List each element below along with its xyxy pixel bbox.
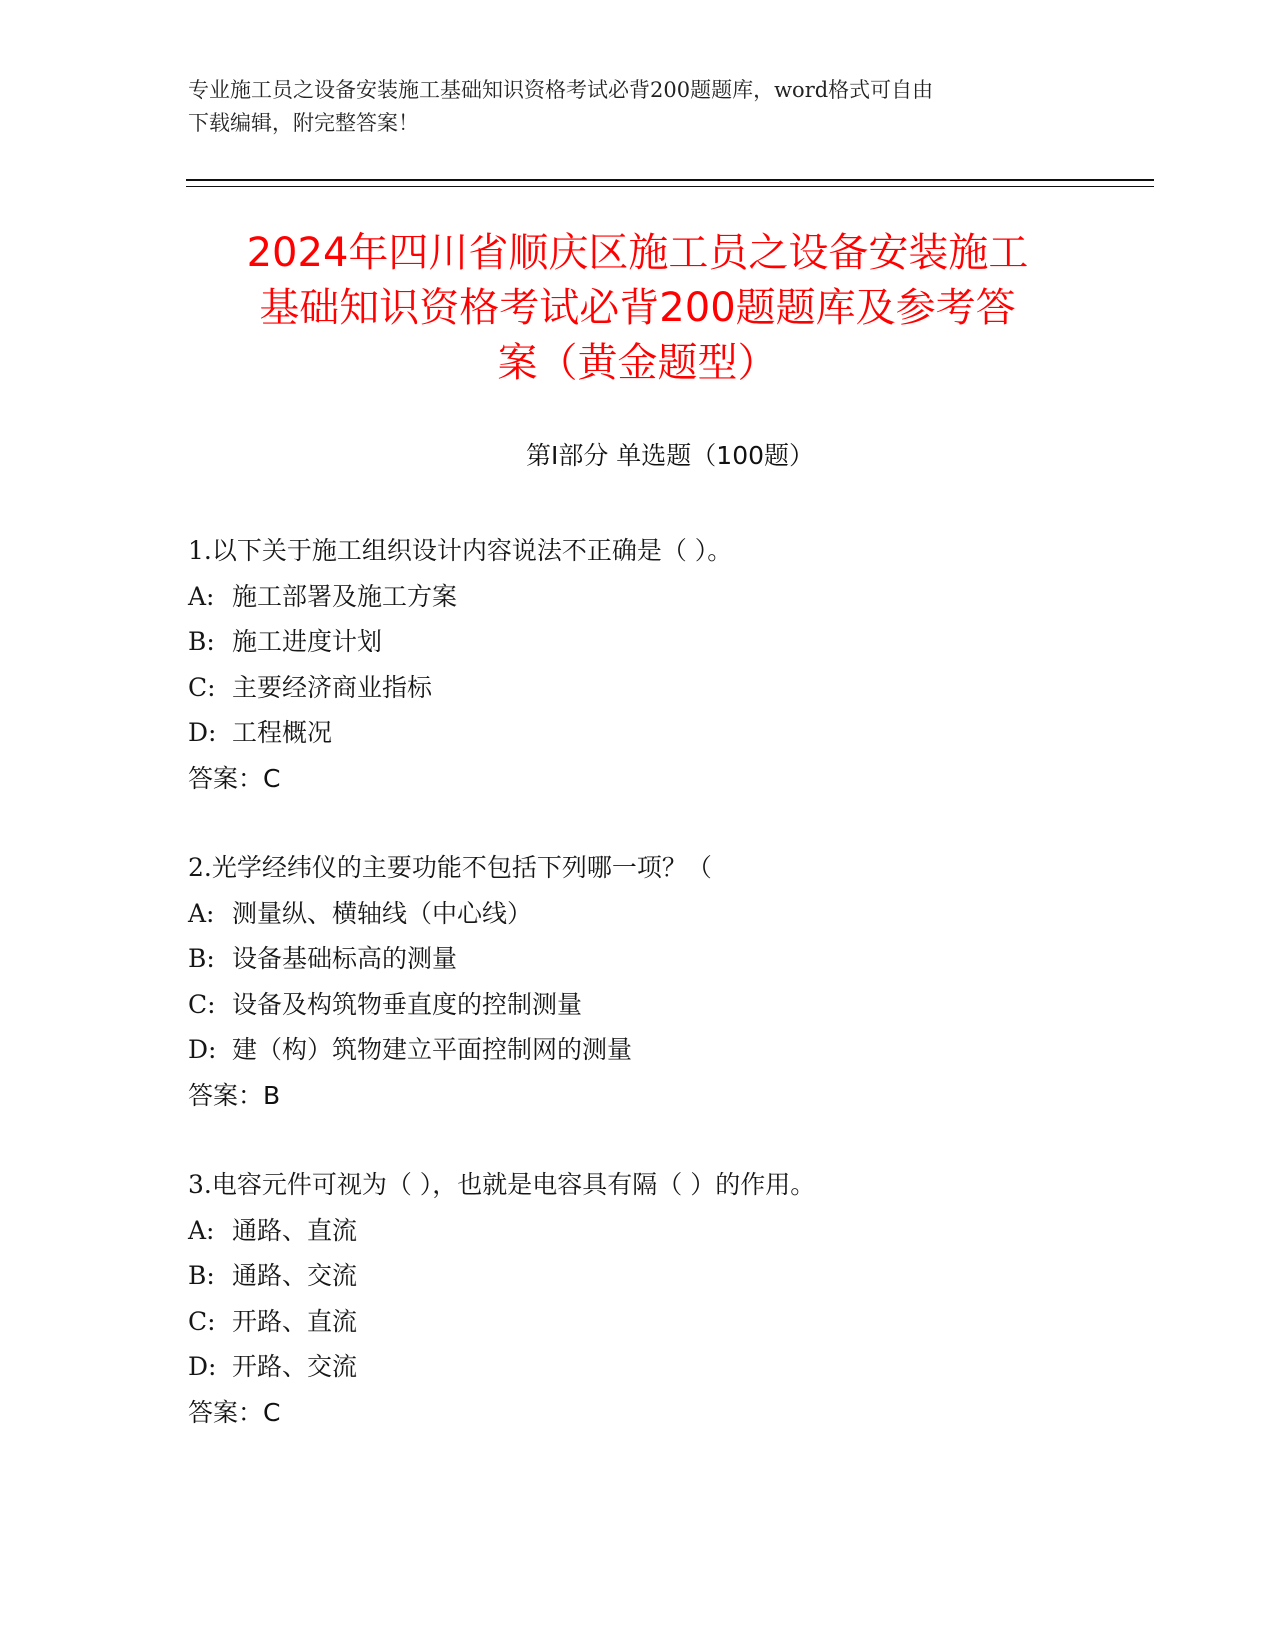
option-letter: B: [188,1261,215,1290]
document-title-line-1: 2024年四川省顺庆区施工员之设备安装施工 [246,230,1029,276]
option-letter: A: [188,1215,215,1245]
question-list [188,528,1128,1479]
option-b [188,936,1128,982]
option-b [188,619,1128,665]
option-text: 施工部署及施工方案 [232,581,458,611]
option-c [188,982,1128,1028]
option-text: 施工进度计划 [232,627,383,656]
option-text: 测量纵、横轴线（中心线） [232,898,533,928]
option-a [188,891,1128,937]
header-divider-thin [186,186,1154,187]
option-d [188,1027,1128,1073]
option-c [188,665,1128,711]
question-item [188,528,1128,801]
option-letter: A: [188,581,215,611]
option-d [188,710,1128,756]
document-title-line-2: 基础知识资格考试必背200题题库及参考答 [259,285,1016,331]
document-title [170,226,1105,391]
option-text: 工程概况 [232,718,333,747]
header-note [188,74,1078,140]
option-a [188,574,1128,620]
question-item [188,845,1128,1118]
header-note-line-2: 下载编辑，附完整答案！ [188,111,419,135]
option-text: 主要经济商业指标 [232,672,433,702]
section-title: 第Ⅰ部分 单选题（100题） [525,441,815,470]
option-text: 通路、交流 [232,1261,358,1290]
option-letter: B: [188,944,215,973]
option-d [188,1344,1128,1390]
option-text: 通路、直流 [232,1215,358,1245]
option-a [188,1208,1128,1254]
option-letter: C: [188,989,216,1019]
option-text: 开路、交流 [232,1352,358,1381]
option-letter: D: [188,718,217,747]
option-letter: C: [188,672,216,702]
option-letter: A: [188,898,215,928]
option-text: 设备基础标高的测量 [232,944,458,973]
option-text: 开路、直流 [232,1306,358,1336]
question-stem: 3.电容元件可视为（ ），也就是电容具有隔（ ）的作用。 [188,1170,816,1199]
option-letter: D: [188,1035,217,1064]
option-letter: B: [188,627,215,656]
answer-label: 答案：C [188,763,281,793]
option-b [188,1253,1128,1299]
option-letter: D: [188,1352,217,1381]
option-letter: C: [188,1306,216,1336]
option-c [188,1299,1128,1345]
option-text: 建（构）筑物建立平面控制网的测量 [232,1035,633,1064]
header-divider-thick [186,179,1154,181]
question-stem: 2.光学经纬仪的主要功能不包括下列哪一项？（ [188,853,712,882]
question-stem: 1.以下关于施工组织设计内容说法不正确是（ ）。 [188,536,733,565]
document-title-line-3: 案（黄金题型） [497,340,778,386]
header-note-line-1: 专业施工员之设备安装施工基础知识资格考试必背200题题库，word格式可自由 [188,78,934,102]
question-item [188,1162,1128,1435]
option-text: 设备及构筑物垂直度的控制测量 [232,989,583,1019]
answer-label: 答案：B [188,1080,281,1110]
answer-label: 答案：C [188,1397,281,1427]
